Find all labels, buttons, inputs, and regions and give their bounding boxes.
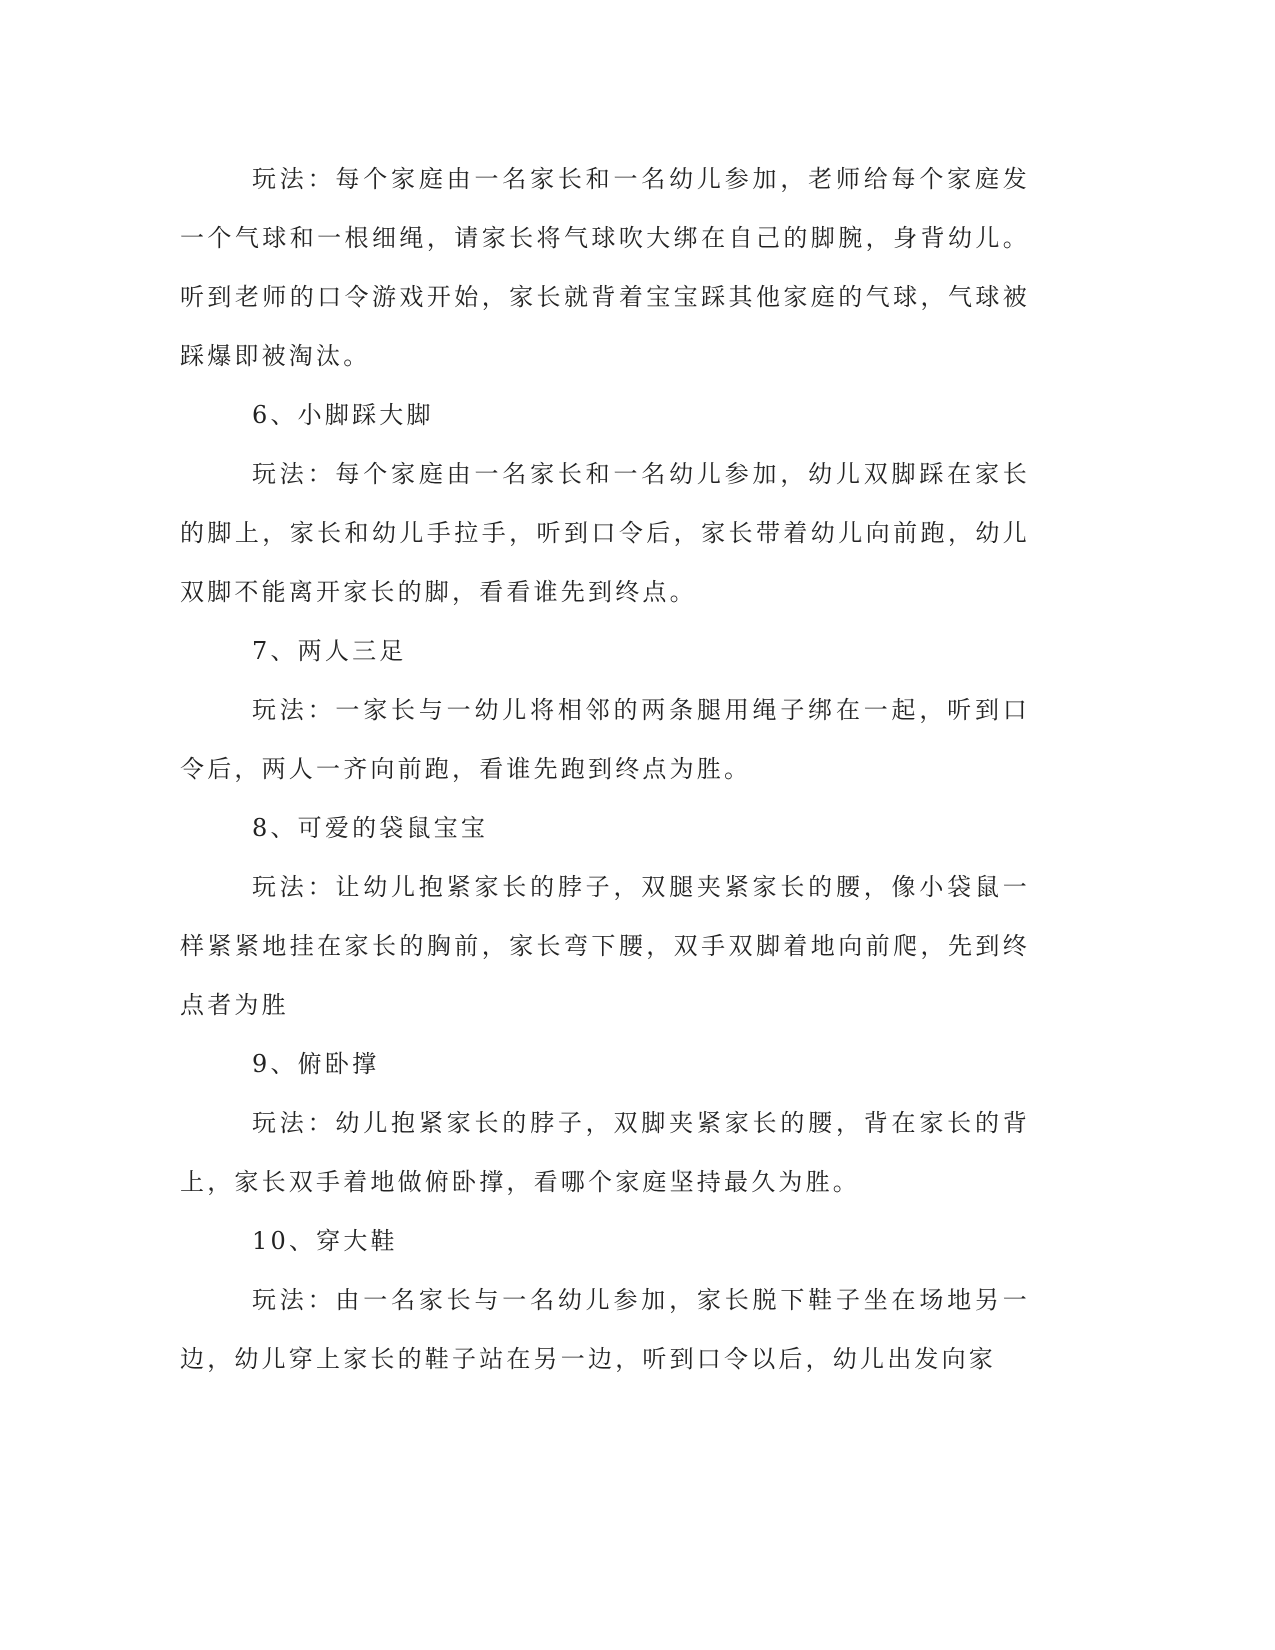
kangaroo-game-rules: 玩法：让幼儿抱紧家长的脖子，双腿夹紧家长的腰，像小袋鼠一样紧紧地挂在家长的胸前，家长弯下腰，双手双脚着地向前爬，先到终点者为胜 [180, 873, 1030, 1019]
big-shoes-game-rules: 玩法：由一名家长与一名幼儿参加，家长脱下鞋子坐在场地另一边，幼儿穿上家长的鞋子站在另一边，听到口令以后，幼儿出发向家 [180, 1286, 1030, 1373]
section-heading-6: 6、小脚踩大脚 [252, 401, 434, 429]
section-heading-9: 9、俯卧撑 [252, 1050, 380, 1078]
small-feet-game-rules: 玩法：每个家庭由一名家长和一名幼儿参加，幼儿双脚踩在家长的脚上，家长和幼儿手拉手，听到口令后，家长带着幼儿向前跑，幼儿双脚不能离开家长的脚，看看谁先到终点。 [180, 460, 1030, 606]
section-heading-10: 10、穿大鞋 [252, 1227, 398, 1255]
three-legged-game-rules: 玩法：一家长与一幼儿将相邻的两条腿用绳子绑在一起，听到口令后，两人一齐向前跑，看谁先跑到终点为胜。 [180, 696, 1030, 783]
document-body [180, 150, 1030, 1389]
pushup-game-rules: 玩法：幼儿抱紧家长的脖子，双脚夹紧家长的腰，背在家长的背上，家长双手着地做俯卧撑，看哪个家庭坚持最久为胜。 [180, 1109, 1030, 1196]
section-heading-8: 8、可爱的袋鼠宝宝 [252, 814, 489, 842]
section-heading-7: 7、两人三足 [252, 637, 407, 665]
balloon-game-rules: 玩法：每个家庭由一名家长和一名幼儿参加，老师给每个家庭发一个气球和一根细绳，请家长将气球吹大绑在自己的脚腕，身背幼儿。听到老师的口令游戏开始，家长就背着宝宝踩其他家庭的气球，气球被踩爆即被淘汰。 [180, 165, 1030, 370]
